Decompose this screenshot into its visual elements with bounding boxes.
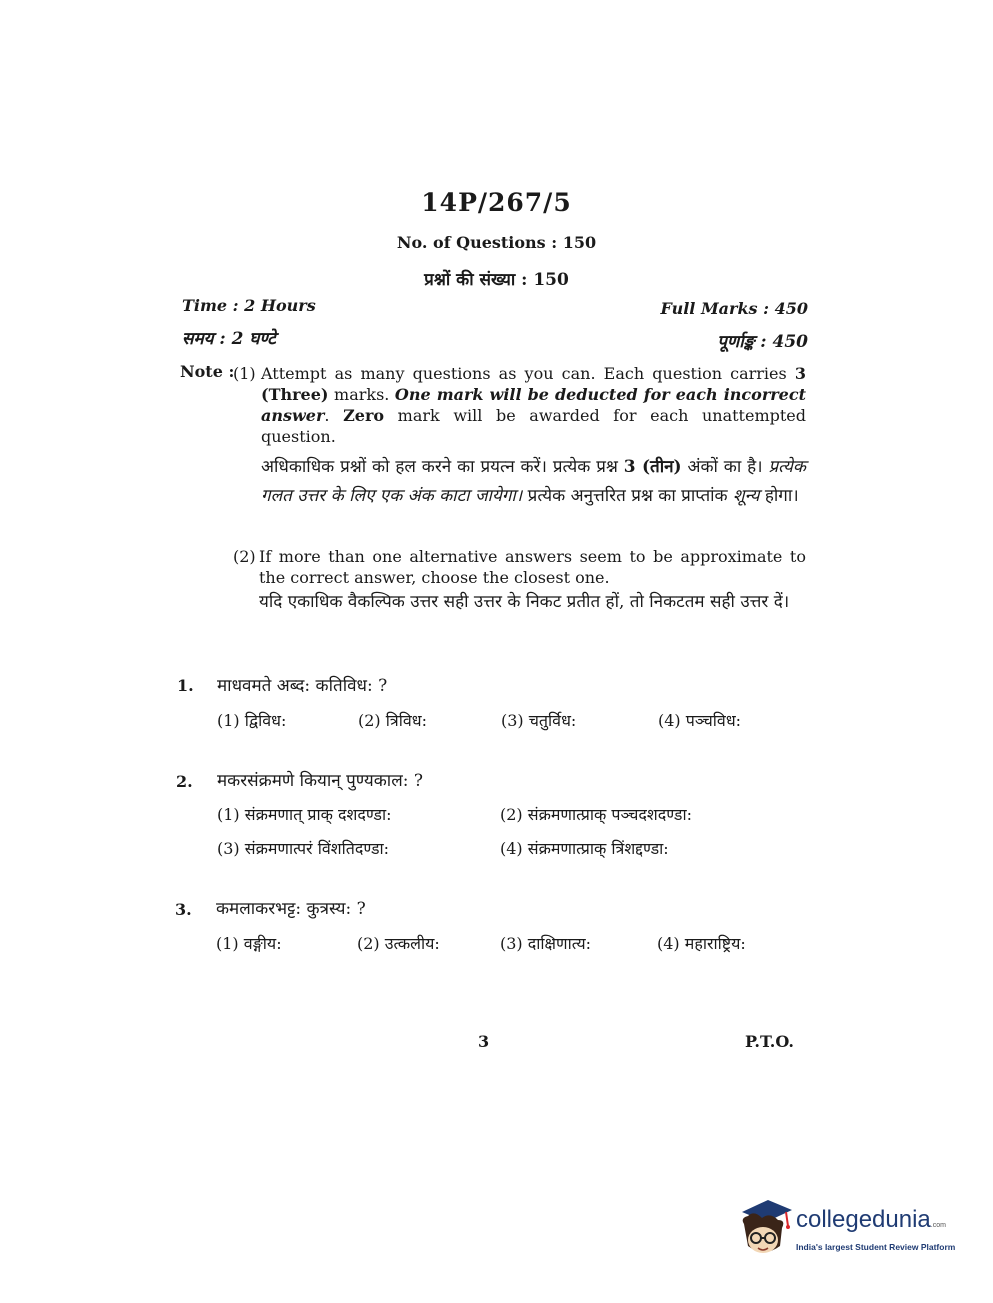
question-1-option-3: (3) चतुर्विध: xyxy=(501,711,577,730)
note-1-number: (1) xyxy=(233,364,256,383)
note-2-english: If more than one alternative answers seem to be approximate to the correct answer, choose the closest one. xyxy=(259,547,806,587)
question-1-number: 1. xyxy=(177,676,194,695)
question-1-option-4: (4) पञ्चविध: xyxy=(658,711,742,730)
full-marks-hi: पूर्णाङ्क : 450 xyxy=(717,332,808,352)
question-3-option-3: (3) दाक्षिणात्य: xyxy=(500,934,592,953)
brand-tagline: India's largest Student Review Platform xyxy=(796,1242,956,1252)
note-2-number: (2) xyxy=(233,547,256,566)
questions-count-en: No. of Questions : 150 xyxy=(396,233,597,252)
note-1-english: Attempt as many questions as you can. Each question carries 3 (Three) marks. One mark will be deducted for each incorrect answer. Zero mark will be awarded for each unattempted question. xyxy=(261,364,807,446)
question-3-option-2: (2) उत्कलीय: xyxy=(357,934,440,953)
question-2-option-2: (2) संक्रमणात्प्राक् पञ्चदशदण्डा: xyxy=(500,805,693,824)
full-marks-en: Full Marks : 450 xyxy=(660,299,808,318)
note-1-hindi: अधिकाधिक प्रश्नों को हल करने का प्रयत्न करें। प्रत्येक प्रश्न 3 (तीन) अंकों का है। प्रत्येक गलत उत्तर के लिए एक अंक काटा जायेगा। प्रत्येक अनुत्तरित प्रश्न का प्राप्तांक शून्य होगा। xyxy=(261,457,806,506)
question-2-option-4: (4) संक्रमणात्प्राक् त्रिंशद्दण्डा: xyxy=(500,839,669,858)
time-hi: समय : 2 घण्टे xyxy=(182,329,276,349)
brand-name: collegedunia.com xyxy=(796,1206,946,1233)
time-en: Time : 2 Hours xyxy=(182,296,316,315)
question-1-option-2: (2) त्रिविध: xyxy=(358,711,427,730)
question-3-option-4: (4) महाराष्ट्रिय: xyxy=(657,934,746,953)
collegedunia-watermark xyxy=(734,1196,964,1266)
question-3-text: कमलाकरभट्ट: कुत्रस्य: ? xyxy=(216,899,366,919)
page-number: 3 xyxy=(478,1032,490,1051)
mascot-logo-icon xyxy=(734,1196,794,1266)
note-label: Note : xyxy=(180,362,235,381)
question-1-option-1: (1) द्विविध: xyxy=(217,711,287,730)
question-2-option-3: (3) संक्रमणात्परं विंशतिदण्डा: xyxy=(217,839,390,858)
note-2-hindi: यदि एकाधिक वैकल्पिक उत्तर सही उत्तर के निकट प्रतीत हों, तो निकटतम सही उत्तर दें। xyxy=(259,592,790,612)
question-3-number: 3. xyxy=(175,900,192,919)
question-2-text: मकरसंक्रमणे कियान् पुण्यकाल: ? xyxy=(217,771,423,791)
paper-code: 14P/267/5 xyxy=(421,188,572,217)
question-2-option-1: (1) संक्रमणात् प्राक् दशदण्डा: xyxy=(217,805,392,824)
question-3-option-1: (1) वङ्गीय: xyxy=(216,934,282,953)
pto-label: P.T.O. xyxy=(745,1032,794,1051)
question-2-number: 2. xyxy=(176,772,193,791)
questions-count-hi: प्रश्नों की संख्या : 150 xyxy=(424,270,569,290)
question-1-text: माधवमते अब्द: कतिविध: ? xyxy=(217,676,388,696)
